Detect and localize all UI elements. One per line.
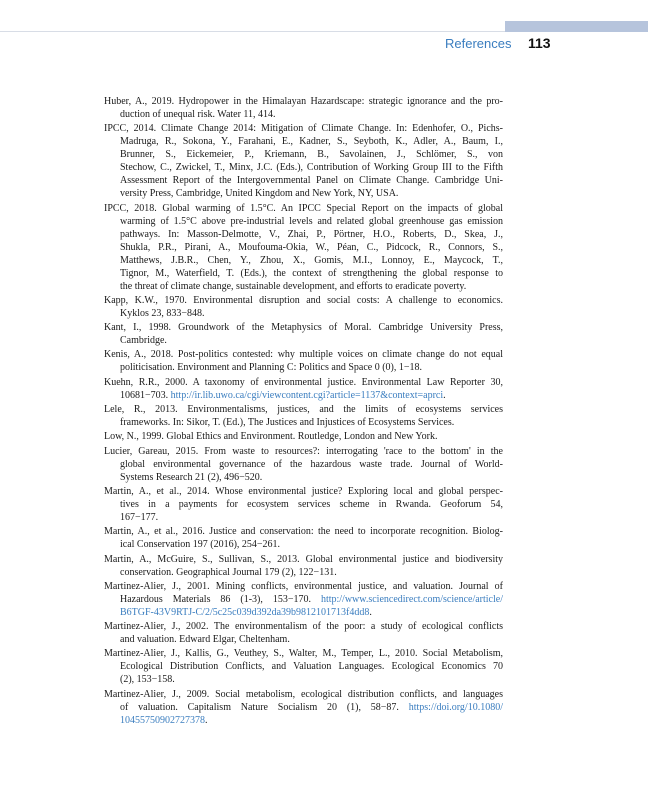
reference-text: .	[369, 606, 372, 618]
reference-line	[104, 688, 503, 701]
reference-text: 10681−703.	[120, 389, 171, 401]
reference-entry	[104, 122, 503, 200]
reference-line	[104, 511, 503, 524]
reference-text: Kenis, A., 2018. Post-politics contested: why multiple voices on climate change do not equal	[104, 349, 503, 361]
reference-text: Martinez-Alier, J., 2001. Mining conflicts, environmental justice, and valuation. Journal of	[104, 580, 503, 592]
reference-text: of valuation. Capitalism Nature Socialism 20 (1), 58−87.	[120, 701, 409, 713]
reference-line	[104, 307, 503, 320]
reference-entry	[104, 620, 503, 646]
reference-line	[104, 485, 503, 498]
reference-link[interactable]: B6TGF-43V9RTJ-C/2/5c25c039d392da39b9812101713f4dd8	[120, 606, 370, 618]
reference-text: Kant, I., 1998. Groundwork of the Metaphysics of Moral. Cambridge University Press,	[104, 322, 503, 334]
reference-line	[104, 202, 503, 215]
reference-line	[104, 228, 503, 241]
reference-entry	[104, 202, 503, 293]
reference-line	[104, 538, 503, 551]
reference-line	[104, 566, 503, 579]
reference-text: Systems Research 21 (2), 496−520.	[120, 471, 263, 483]
reference-line	[104, 458, 503, 471]
reference-text: tives in a payments for ecosystem services scheme in Rwanda. Geoforum 54,	[120, 498, 503, 510]
reference-line	[104, 647, 503, 660]
reference-text: Kuehn, R.R., 2000. A taxonomy of environmental justice. Environmental Law Reporter 30,	[104, 376, 503, 388]
reference-line	[104, 174, 503, 187]
page-number: 113	[528, 35, 551, 51]
reference-line	[104, 267, 503, 280]
header-accent-bar	[505, 21, 648, 32]
reference-text: Martin, A., McGuire, S., Sullivan, S., 2013. Global environmental justice and biodiversity	[104, 553, 503, 565]
reference-line	[104, 633, 503, 646]
reference-line	[104, 376, 503, 389]
reference-line	[104, 389, 503, 402]
reference-entry	[104, 294, 503, 320]
reference-text: .	[443, 389, 446, 401]
reference-line	[104, 135, 503, 148]
reference-text: Martinez-Alier, J., 2002. The environmentalism of the poor: a study of ecological conflicts	[104, 621, 503, 633]
reference-line	[104, 161, 503, 174]
reference-text: Kapp, K.W., 1970. Environmental disruption and social costs: A challenge to economics.	[104, 294, 503, 306]
reference-line	[104, 593, 503, 606]
reference-link[interactable]: 10455750902727378	[120, 714, 205, 726]
reference-text: duction of unequal risk. Water 11, 414.	[120, 109, 276, 120]
header-rule	[0, 31, 505, 32]
reference-text: ical Conservation 197 (2016), 254−261.	[120, 539, 281, 551]
reference-text: Madruga, R., Sokona, Y., Farahani, E., Kadner, S., Seyboth, K., Adler, A., Baum, I.,	[120, 136, 503, 148]
reference-line	[104, 148, 503, 161]
reference-entry	[104, 580, 503, 619]
reference-text: conservation. Geographical Journal 179 (2), 122−131.	[120, 566, 337, 578]
reference-line	[104, 280, 503, 293]
reference-line	[104, 430, 503, 443]
reference-line	[104, 215, 503, 228]
reference-line	[104, 606, 503, 619]
reference-line	[104, 108, 503, 121]
reference-entry	[104, 485, 503, 524]
reference-line	[104, 321, 503, 334]
reference-link[interactable]: https://doi.org/10.1080/	[408, 701, 503, 713]
reference-text: (2), 153−158.	[120, 674, 175, 686]
reference-entry	[104, 445, 503, 484]
reference-text: Tignor, M., Waterfield, T. (Eds.), the context of strengthening the global response to	[120, 267, 503, 279]
reference-text: Lele, R., 2013. Environmentalisms, justices, and the limits of ecosystems services	[104, 404, 503, 416]
reference-text: the threat of climate change, sustainable development, and efforts to eradicate poverty.	[120, 280, 467, 292]
running-head: References	[445, 36, 512, 51]
reference-entry	[104, 553, 503, 579]
reference-entry	[104, 321, 503, 347]
reference-list	[104, 95, 503, 728]
reference-text: Hazardous Materials 86 (1-3), 153−170.	[120, 593, 321, 605]
reference-line	[104, 241, 503, 254]
reference-text: global environmental governance of the hazardous waste trade. Journal of World-	[120, 458, 503, 470]
reference-text: Brunner, S., Eickemeier, P., Kriemann, B., Savolainen, J., Schlömer, S., von	[120, 149, 503, 161]
reference-line	[104, 580, 503, 593]
reference-line	[104, 122, 503, 135]
reference-line	[104, 403, 503, 416]
reference-text: IPCC, 2014. Climate Change 2014: Mitigation of Climate Change. In: Edenhofer, O., Pichs-	[104, 123, 503, 135]
reference-text: Martin, A., et al., 2016. Justice and conservation: the need to incorporate recognition. Biolog-	[104, 526, 503, 538]
reference-line	[104, 620, 503, 633]
reference-entry	[104, 647, 503, 686]
reference-link[interactable]: http://ir.lib.uwo.ca/cgi/viewcontent.cgi?article=1137&context=aprci	[170, 389, 444, 401]
reference-line	[104, 701, 503, 714]
reference-line	[104, 187, 503, 200]
reference-text: Assessment Report of the Intergovernmental Panel on Climate Change. Cambridge Uni-	[120, 175, 503, 187]
reference-text: 167−177.	[120, 511, 159, 523]
reference-link[interactable]: http://www.sciencedirect.com/science/article/	[320, 593, 503, 605]
reference-line	[104, 525, 503, 538]
reference-entry	[104, 403, 503, 429]
reference-entry	[104, 348, 503, 374]
reference-text: warming of 1.5°C above pre-industrial levels and related global greenhouse gas emission	[120, 215, 503, 227]
reference-line	[104, 416, 503, 429]
reference-entry	[104, 430, 503, 443]
reference-text: Ecological Distribution Conflicts, and Valuation Languages. Ecological Economics 70	[120, 661, 503, 673]
reference-text: versity Press, Cambridge, United Kingdom and New York, NY, USA.	[120, 188, 399, 200]
reference-text: Kyklos 23, 833−848.	[120, 307, 205, 319]
reference-line	[104, 95, 503, 108]
reference-text: Low, N., 1999. Global Ethics and Environment. Routledge, London and New York.	[104, 431, 438, 443]
reference-line	[104, 673, 503, 686]
reference-text: .	[205, 714, 208, 726]
reference-line	[104, 471, 503, 484]
reference-text: Martinez-Alier, J., Kallis, G., Veuthey, S., Walter, M., Temper, L., 2010. Social Metabolism,	[104, 648, 503, 660]
reference-text: Martin, A., et al., 2014. Whose environmental justice? Exploring local and global perspec-	[104, 485, 503, 497]
reference-line	[104, 254, 503, 267]
reference-line	[104, 714, 503, 727]
reference-text: frameworks. In: Sikor, T. (Ed.), The Justices and Injustices of Ecosystems Services.	[120, 417, 455, 429]
reference-text: and valuation. Edward Elgar, Cheltenham.	[120, 634, 290, 646]
reference-entry	[104, 525, 503, 551]
reference-line	[104, 498, 503, 511]
reference-line	[104, 660, 503, 673]
reference-text: Cambridge.	[120, 335, 167, 347]
reference-text: Huber, A., 2019. Hydropower in the Himalayan Hazardscape: strategic ignorance and the pro-	[104, 96, 503, 107]
reference-text: politicisation. Environment and Planning C: Politics and Space 0 (0), 1−18.	[120, 362, 422, 374]
reference-entry	[104, 376, 503, 402]
reference-entry	[104, 688, 503, 727]
reference-line	[104, 445, 503, 458]
reference-text: Lucier, Gareau, 2015. From waste to resources?: interrogating 'race to the bottom' in the	[104, 445, 503, 457]
reference-line	[104, 348, 503, 361]
reference-text: Stechow, C., Zwickel, T., Minx, J.C. (Eds.), Contribution of Working Group III to the Fifth	[120, 162, 503, 174]
reference-entry	[104, 95, 503, 121]
reference-text: pathways. In: Masson-Delmotte, V., Zhai, P., Pörtner, H.O., Roberts, D., Skea, J.,	[120, 228, 503, 240]
reference-text: Martinez-Alier, J., 2009. Social metabolism, ecological distribution conflicts, and languages	[104, 688, 503, 700]
reference-line	[104, 334, 503, 347]
reference-line	[104, 361, 503, 374]
reference-line	[104, 294, 503, 307]
reference-text: IPCC, 2018. Global warming of 1.5°C. An IPCC Special Report on the impacts of global	[104, 202, 503, 214]
reference-text: Shukla, P.R., Pirani, A., Moufouma-Okia, W., Péan, C., Pidcock, R., Connors, S.,	[120, 241, 503, 253]
reference-line	[104, 553, 503, 566]
reference-text: Matthews, J.B.R., Chen, Y., Zhou, X., Gomis, M.I., Lonnoy, E., Maycock, T.,	[120, 254, 503, 266]
